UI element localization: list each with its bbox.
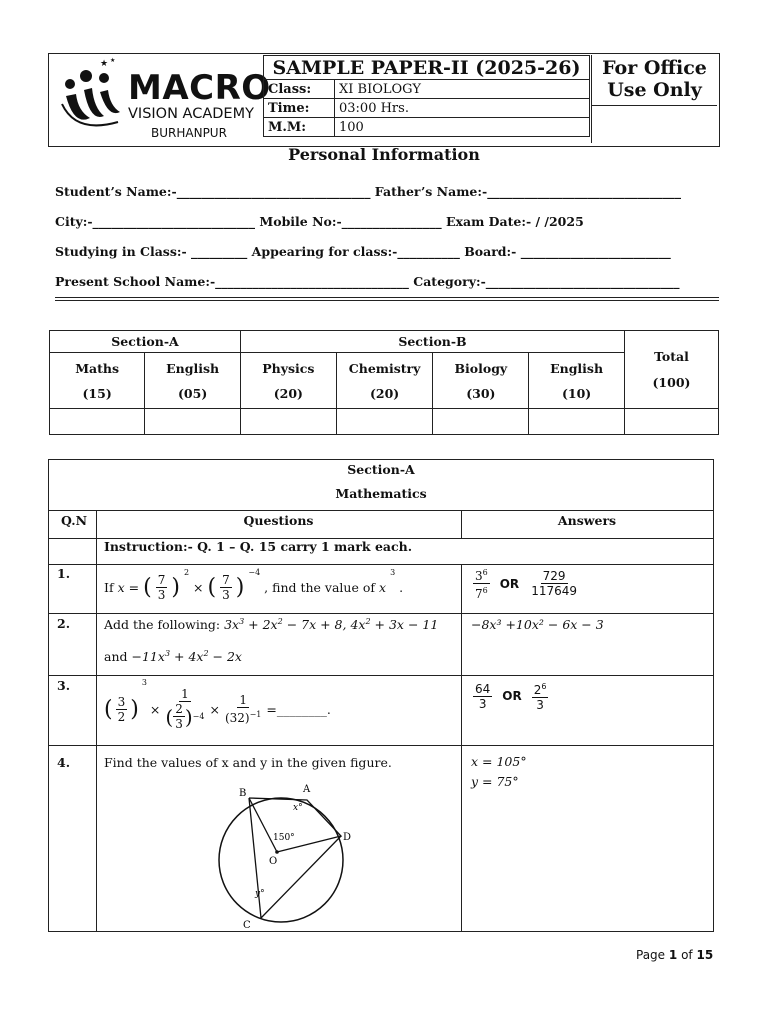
fig-label-a: A xyxy=(303,784,311,795)
question-3: ( $\frac{3}{2}$ ) 3 × 1 ( $\frac{2}{3}$ ) −4 × $\frac{1}{(32)^{-1}}$ =________. xyxy=(104,678,331,731)
total-value: (100) xyxy=(652,374,691,390)
score-cell[interactable] xyxy=(336,409,433,435)
info-line-3: Studying in Class:- _________ Appearing for class:-__________ Board:- ________________________ xyxy=(55,244,671,259)
office-line2: Use Only xyxy=(607,79,702,101)
questions-table xyxy=(48,459,714,932)
svg-text:★: ★ xyxy=(100,59,109,69)
section-a-header: Section-A xyxy=(50,331,241,353)
svg-text:★: ★ xyxy=(110,57,116,64)
logo xyxy=(52,56,271,142)
score-cell[interactable] xyxy=(241,409,337,435)
question-4: Find the values of x and y in the given figure. xyxy=(104,755,392,770)
fig-label-c: C xyxy=(243,920,251,928)
subject-cell: Biology (30) xyxy=(433,353,529,409)
answer-1: $\frac{3^6}{7^6}$ OR $\frac{729}{117649}$ xyxy=(475,568,577,601)
page-number: Page 1 of 15 xyxy=(636,948,714,962)
question-2-line2: and $-11x^3 + 4x^2 - 2x$ xyxy=(104,649,242,665)
q1-pre: If xyxy=(104,579,114,595)
q3-post: =________. xyxy=(266,701,331,717)
score-cell[interactable] xyxy=(433,409,529,435)
total-label: Total xyxy=(654,348,689,364)
fig-label-d: D xyxy=(343,832,352,843)
mm-label: M.M: xyxy=(264,118,335,137)
qn-1: 1. xyxy=(57,566,71,581)
office-box xyxy=(591,55,717,143)
question-2: Add the following: $3x^3 + 2x^2 - 7x + 8$, $4x^2 + 3x - 11$ xyxy=(104,617,439,633)
marks-table xyxy=(49,330,719,435)
score-cell[interactable] xyxy=(624,409,718,435)
a1-den: 117649 xyxy=(531,584,577,598)
info-line-4: Present School Name:-_______________________________ Category:-_______________________________ xyxy=(55,274,680,289)
a1-num: 729 xyxy=(542,569,566,583)
subject-cell: Maths (15) xyxy=(50,353,145,409)
instruction: Instruction:- Q. 1 – Q. 15 carry 1 mark each. xyxy=(104,539,413,554)
qn-3: 3. xyxy=(57,678,71,693)
answer-2: −8x³ +10x² − 6x − 3 xyxy=(471,617,604,632)
col-answers: Answers xyxy=(557,513,617,528)
info-line-2: City:-__________________________ Mobile No:-________________ Exam Date:- / /2025 xyxy=(55,214,584,229)
answer-4-y: y = 75° xyxy=(471,774,519,789)
answer-3: $\frac{64}{3}$ OR $\frac{2^6}{3}$ xyxy=(475,681,547,712)
header-table xyxy=(263,55,590,137)
divider xyxy=(55,297,719,301)
total-cell xyxy=(624,331,718,409)
q2-pre: Add the following: xyxy=(104,617,221,633)
fig-label-o: O xyxy=(269,856,278,867)
fig-angle-y: y° xyxy=(255,889,265,899)
logo-brand: MACRO xyxy=(128,68,271,108)
a1-or: OR xyxy=(499,576,520,591)
q2-and: and xyxy=(104,649,128,665)
info-line-1: Student’s Name:-_______________________________ Father’s Name:-_______________________________ xyxy=(55,184,681,199)
score-cell[interactable] xyxy=(50,409,145,435)
answer-4-x: x = 105° xyxy=(471,754,527,769)
personal-heading: Personal Information xyxy=(288,145,480,164)
col-qn: Q.N xyxy=(61,513,88,528)
qn-4: 4. xyxy=(57,755,71,770)
section-b-header: Section-B xyxy=(241,331,625,353)
score-cell[interactable] xyxy=(529,409,625,435)
subject-cell: English (05) xyxy=(145,353,241,409)
logo-sub: VISION ACADEMY xyxy=(128,106,254,122)
fig-angle-150: 150° xyxy=(273,833,295,843)
score-cell[interactable] xyxy=(145,409,241,435)
circle-shape xyxy=(219,798,343,922)
q1-post: , find the value of xyxy=(264,579,375,595)
a3-or: OR xyxy=(502,689,522,703)
qn-2: 2. xyxy=(57,616,71,631)
col-questions: Questions xyxy=(243,513,314,528)
class-label: Class: xyxy=(264,80,335,99)
subject-cell: Physics (20) xyxy=(241,353,337,409)
fig-label-b: B xyxy=(239,788,247,799)
subject-cell: English (10) xyxy=(529,353,625,409)
logo-figures-icon xyxy=(56,56,126,136)
fig-angle-x: x° xyxy=(293,803,303,813)
paper-title: SAMPLE PAPER-II (2025-26) xyxy=(264,56,590,80)
class-value: XI BIOLOGY xyxy=(335,80,590,99)
section-subject: Mathematics xyxy=(335,486,427,501)
mm-value: 100 xyxy=(335,118,590,137)
time-value: 03:00 Hrs. xyxy=(335,99,590,118)
logo-city: BURHANPUR xyxy=(151,126,227,140)
subject-cell: Chemistry (20) xyxy=(336,353,433,409)
section-title: Section-A xyxy=(347,462,415,477)
time-label: Time: xyxy=(264,99,335,118)
circle-figure xyxy=(201,778,361,928)
office-line1: For Office xyxy=(602,57,707,79)
question-1: If x = ( $\frac{7}{3}$ ) $^2$ × ( $\frac{7}{3}$ ) $^{-4}$ , find the value of x 3 . xyxy=(104,568,404,602)
